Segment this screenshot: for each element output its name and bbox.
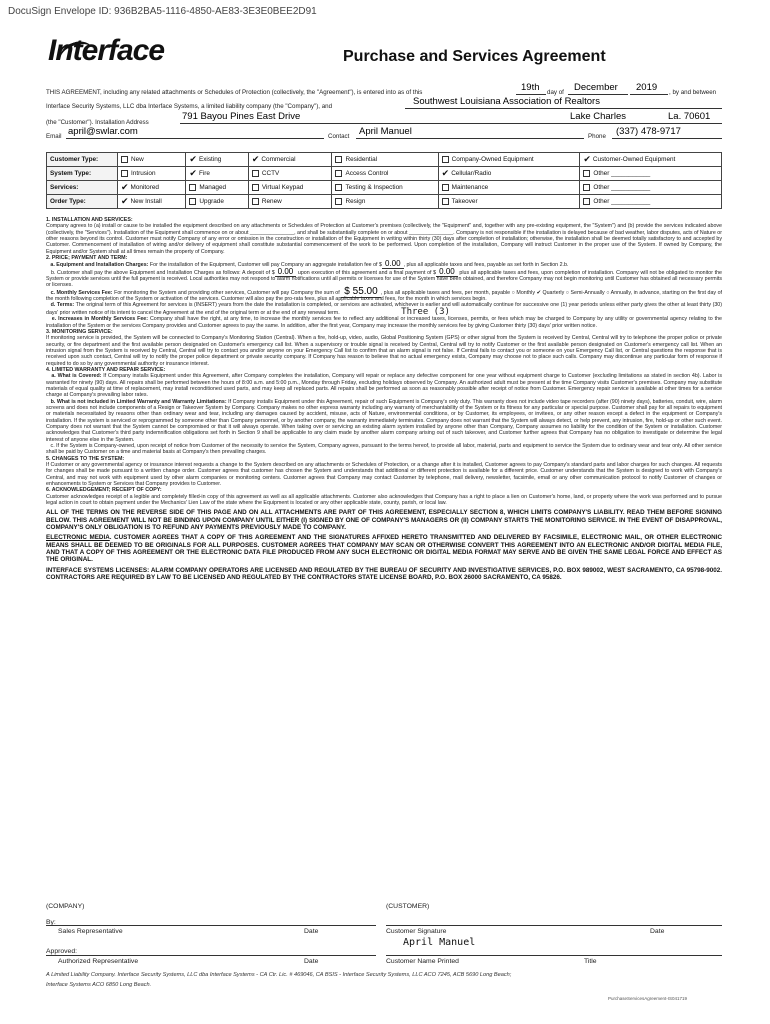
grid-option-label: Renew [261,198,282,206]
grid-option-label: Intrusion [131,170,156,178]
grid-option[interactable] [118,181,186,195]
phone-field[interactable]: (337) 478-9717 [616,126,681,137]
grid-option[interactable] [248,153,332,167]
by-and-between-label: , by and between [669,89,717,96]
section-1-text: Company agrees to (a) install or cause to be installed the equipment described on any attachments or Schedules of Protection at Customer's premises (collectively, the "Equipment" and, together with any pre-existing equipment, the "System") and (b) provide the services indicated above (collectively, the "Services"). Installation of the Equipment shall commence on or about _______________, and shall be substantially complete on or about _______________. Company is not responsible if the installation is delayed because of bad weather, labor disputes, acts of Nature or other reasons beyond its control. Customer must notify Company of any error or omission in the construction or installation of the Equipment in writing within thirty (30) days after completion of installation; otherwise, the installation shall be deemed totally satisfactory to and accepted by Customer. Commencement of installation of wiring and/or delivery of equipment shall constitute substantial commencement of the work to be performed. Upon completion of the installation, Company will instruct Customer in the proper use of the System. If owned by Company, the Equipment and/or System shall at all times remain the property of Company. [46,223,722,255]
agreement-body [46,217,722,581]
section-2a-heading: a. Equipment and Installation Charges: [50,262,149,269]
sales-signature-line[interactable] [46,925,376,926]
grid-option-label: Monitored [130,184,159,192]
contact-label: Contact [328,133,350,140]
grid-option[interactable] [186,153,248,167]
section-2c-text-end: , plus all applicable taxes and fees, per month, payable ○ Monthly ✔ Quarterly ○ Semi-Annually ○ Annually, in advance, starting on the first day of the month following completion of the System or activation of the services. Customer will also pay the pro-rata fees, plus all applicable taxes and fees, for the month in which services begin. [46,289,722,303]
customer-date-label: Date [650,928,665,935]
grid-option[interactable] [248,181,332,195]
section-2c-text: For monitoring the System and providing other services, Customer will pay Company the sum of [114,289,340,296]
grid-option-label: Fire [198,170,210,178]
section-2e-heading: e. Increases in Monthly Services Fee: [51,316,149,323]
checkbox-icon[interactable] [583,170,590,177]
section-2c-heading: c. Monthly Services Fee: [50,289,113,296]
grid-option[interactable] [186,181,248,195]
checkbox-icon[interactable] [583,198,590,205]
checkbox-icon[interactable] [121,170,128,177]
grid-option-label: Virtual Keypad [261,184,304,192]
section-2e-text: Company shall have the right, at any time, to increase the monthly services fee to reflect any additional or increased taxes, licenses, permits, or fees which may be charged to Company by any utility or governmental agency relating to the installation of the System or the services Company provides and Customer agrees to pay the same. In addition, after the first year, Company may increase the monthly services fee by giving Customer thirty (30) days' prior written notice. [46,316,722,329]
section-1-heading: 1. INSTALLATION AND SERVICES: [46,217,133,223]
electronic-media-heading: ELECTRONIC MEDIA [46,534,110,542]
year-field[interactable]: 2019 [636,82,658,93]
checkbox-icon[interactable] [335,170,342,177]
grid-option-label: Residential [345,156,378,164]
grid-option[interactable] [332,195,438,209]
grid-option[interactable] [186,195,248,209]
checkmark-icon[interactable]: ✔ [189,168,197,178]
logo-text: Interface [48,34,165,67]
grid-option[interactable] [580,195,722,209]
contact-underline [356,138,584,139]
section-2d [46,302,722,316]
grid-row [47,167,722,181]
section-2e [46,316,722,329]
state-zip-field[interactable]: La. 70601 [668,111,711,122]
grid-option-label: Existing [198,156,222,164]
grid-option-label: Other ___________ [593,170,651,178]
grid-row [47,195,722,209]
checkbox-icon[interactable] [335,184,342,191]
section-2d-text: The original term of this Agreement for services is (INSERT) years from the date the installation is completed, or services are activated, whichever is earlier and will automatically continue for successive one (1) year periods unless either party gives the other at least thirty (30) days' prior written notice of its intent to cancel the Agreement at the end of the original term or at the end of any renewal term. [46,302,722,316]
checkbox-icon[interactable] [335,156,342,163]
section-4a-heading: a. What is Covered: [51,373,102,380]
phone-underline [612,138,722,139]
checkbox-icon[interactable] [189,184,196,191]
section-4-heading: 4. LIMITED WARRANTY AND REPAIR SERVICE: [46,366,166,373]
customer-label: (CUSTOMER) [386,903,430,910]
section-2d-heading: d. Terms: [50,302,75,309]
customer-name-field[interactable]: Southwest Louisiana Association of Realtors [413,96,600,107]
grid-row [47,153,722,167]
year-underline [630,94,668,95]
grid-option[interactable] [332,153,438,167]
section-6-text: Customer acknowledges receipt of a legible and completely filled-in copy of this agreement as well as all applicable attachments. Customer also acknowledges that Company has a right to place a lien on Customer's home, land, or property where the work was performed and to pursue legal action in court to obtain payment under the Mechanics' Lien Law of the state where the Equipment is located or any other applicable state, county, parish, or local law. [46,493,722,507]
section-2a-text: For the installation of the Equipment, Customer will pay Company an aggregate installation fee of $ [149,262,382,269]
sales-date-label: Date [304,928,319,935]
section-4b-text: If Company installs Equipment under this Agreement, repair of such Equipment is Company's only duty. This warranty does not include video tape recorders (after (90) ninety days), batteries, conduit, wire, alarm screens and does not include components of a Resign or Takeover System by Company. Company makes no other express warranty including any warranty of merchantability of the System or its fitness for any particular or special purpose. Customer shall pay for all repairs to equipment or materials necessitated by reasons other than ordinary wear and tear, including any damages caused by accident, misuse, acts of Nature, environmental conditions, or by Customer, its employees, or invitees, or any other reason except a defect in the equipment or Company's installation. If the system is serviced or reprogrammed by someone other than Company personnel, or by another company, the warranty immediately terminates. Company does not warrant that the System will always detect, or help prevent, any intrusion, fire, hold-up or other such event. Company does not warrant that the System cannot be compromised or that it will always operate. When taking over or servicing an existing alarm system installed by anyone other than Company, Company assumes no liability for the condition of the System or installation. Customer acknowledges that Customer's third party indemnification obligations set forth in Section 9 shall be applicable to any claim made by another alarm company arising out of such takeover, and Customer further agrees that Company has no obligation to investigate or determine the legal interest of anyone else in the System. [46,398,723,443]
section-2a-text-end: , plus all applicable taxes and fees, payable as set forth in Section 2.b. [403,262,569,269]
footer-license [46,970,511,990]
grid-option-label: Access Control [345,170,389,178]
terms-notice: ALL OF THE TERMS ON THE REVERSE SIDE OF THIS PAGE AND ON ALL ATTACHMENTS ARE PART OF THIS AGREEMENT, ESPECIALLY SECTION 8, WHICH LIMITS COMPANY'S LIABILITY. READ THEM BEFORE SIGNING BELOW. THIS AGREEMENT WILL NOT BE BINDING UPON COMPANY UNTIL EITHER (I) SIGNED BY ONE OF COMPANY'S MANAGERS OR (II) COMPANY STARTS THE MONITORING SERVICE. IN THE EVENT OF DISAPPROVAL, COMPANY'S ONLY OBLIGATION IS TO REFUND ANY PAYMENTS PREVIOUSLY MADE TO COMPANY. [46,509,722,532]
grid-option[interactable] [118,167,186,181]
grid-row [47,181,722,195]
section-4c-text: c. If the System is Company-owned, upon receipt of notice from Customer of the necessity to service the System, Company agrees, pursuant to the terms hereof, to provide all labor, material, parts and equipment to service the System due to ordinary wear and tear only. All other service shall be paid by Customer on a time and material basis at Company's then prevailing charges. [46,443,722,456]
final-payment-field[interactable]: 0.00 [436,267,458,277]
form-number: PurchaseServicesAgreement-IS041719 [608,996,688,1001]
email-underline [66,138,324,139]
electronic-media-text: . CUSTOMER AGREES THAT A COPY OF THIS AGREEMENT AND THE SIGNATURES AFFIXED HERETO TRANSMITTED AND DELIVERED BY FACSIMILE, ELECTRONIC MAIL, OR OTHER ELECTRONIC MEANS SHALL BE DEEMED TO BE ORIGINALS FOR ALL PURPOSES. CUSTOMER AGREES THAT COMPANY MAY SCAN OR OTHERWISE CONVERT THIS AGREEMENT INTO AN ELECTRONIC AND/OR DIGITAL MEDIA FILE, AND THAT A COPY OF THIS AGREEMENT OR THE ELECTRONIC DATA FILE PRODUCED FROM ANY SUCH ELECTRONIC OR DIGITAL MEDIA FORMAT MAY SERVE AND BE GIVEN THE SAME LEGAL FORCE AND EFFECT AS THE ORIGINAL. [46,534,722,564]
checkmark-icon[interactable]: ✔ [441,168,450,178]
approved-date-label: Date [304,958,319,965]
section-5-heading: 5. CHANGES TO THE SYSTEM: [46,455,125,462]
address-underline [180,123,722,124]
grid-option-label: CCTV [261,170,280,178]
grid-option-label: New [131,156,144,164]
grid-option[interactable] [248,195,332,209]
checkbox-icon[interactable] [252,184,259,191]
section-2b-text-end: plus all applicable taxes and fees, upon completion of installation. Company will not be obligated to monitor the System or provide services until the full payment is received. Local authorities may not respond to alarm notifications until all permits or licenses for use of the System have been obtained, and therefore Company may not begin monitoring until Customer has obtained all necessary permits or licenses. [46,269,723,289]
section-4b [46,399,722,443]
checkmark-icon[interactable]: ✔ [121,196,129,206]
email-label: Email [46,133,62,140]
grid-row-label: Services: [47,181,118,195]
checkbox-icon[interactable] [442,184,449,191]
day-of-label: day of [547,89,564,96]
checkbox-icon[interactable] [442,198,449,205]
grid-option[interactable] [438,153,580,167]
grid-option-label: Company-Owned Equipment [451,156,534,164]
envelope-id: DocuSign Envelope ID: 936B2BA5-1116-4850-AE83-3E3E0BEE2D91 [8,6,317,17]
by-label: By: [46,919,56,926]
grid-option-label: Customer-Owned Equipment [592,156,676,164]
deposit-field[interactable]: 0.00 [275,267,297,277]
header-line3: (the "Customer"). Installation Address [46,119,149,126]
customer-title-label: Title [584,958,597,965]
contact-field[interactable]: April Manuel [359,126,412,137]
day-field[interactable]: 19th [521,82,540,93]
customer-signature-line[interactable] [386,925,722,926]
section-3-heading: 3. MONITORING SERVICE: [46,328,113,335]
company-logo [48,34,164,68]
checkmark-icon[interactable]: ✔ [251,154,260,164]
grid-option[interactable] [248,167,332,181]
grid-option[interactable] [580,181,722,195]
approved-label: Approved: [46,948,77,955]
section-5 [46,456,722,488]
section-2b-text: b. Customer shall pay the above Equipment and Installation Charges as follows: A deposit of $ [50,269,275,276]
checkbox-icon[interactable] [252,198,259,205]
address-field[interactable]: 791 Bayou Pines East Drive [182,111,301,122]
grid-option[interactable] [438,167,580,181]
grid-option[interactable] [118,153,186,167]
footer-line-2: Interface Systems ACO 6850 Long Beach. [46,982,152,988]
grid-option[interactable] [332,181,438,195]
section-4a-text: If Company installs Equipment under this Agreement, after Company completes the installation, Company will repair or replace any defective component for one year without equipment charge to Customer (excluding limitations as stated in section 4b). Labor is warranted for ninety (90) days. All repairs shall be performed between the hours of 8:00 a.m. and 5:00 p.m., Monday through Friday, excluding holidays observed by Company. An authorized adult must be present at the time Company visits Customer's premises. Company may substitute materials of equal quality at time of replacement, may install reconditioned used parts, and may keep all replaced parts. All repairs shall be performed as soon as reasonably possible after receipt of notice from Customer. Emergency repair service is available at other times for a service charge at Company's prevailing labor rates. [46,373,722,399]
grid-option-label: Managed [199,184,227,192]
grid-option-label: Maintenance [451,184,489,192]
checkbox-icon[interactable] [121,156,128,163]
grid-option-label: Commercial [261,156,296,164]
options-grid [46,152,722,209]
section-2c [46,285,722,303]
phone-label: Phone [588,133,606,140]
approved-signature-line[interactable] [46,955,376,956]
monthly-fee-field[interactable]: $ 55.00 [341,286,380,298]
customer-name-underline [405,108,722,109]
checkmark-icon[interactable]: ✔ [189,154,197,164]
grid-option[interactable] [332,167,438,181]
section-2a [46,261,722,268]
grid-option[interactable] [438,181,580,195]
city-field[interactable]: Lake Charles [570,111,626,122]
grid-row-label: System Type: [47,167,118,181]
section-2b-mid: upon execution of this agreement and a final payment of $ [297,269,437,276]
grid-option[interactable] [580,167,722,181]
header-line2: Interface Security Systems, LLC dba Interface Systems, a limited liability company (the "Company"), and [46,103,333,110]
checkmark-icon[interactable]: ✔ [583,154,591,164]
licenses-notice: INTERFACE SYSTEMS LICENSES: ALARM COMPANY OPERATORS ARE LICENSED AND REGULATED BY THE BUREAU OF SECURITY AND INVESTIGATIVE SERVICES, P.O. BOX 989002, WEST SACRAMENTO, CA 95798-9002. CONTRACTORS ARE REQUIRED BY LAW TO BE LICENSED AND REGULATED BY THE CONTRACTORS STATE LICENSE BOARD, P.O. BOX 26000 SACRAMENTO, CA 95826. [46,566,722,581]
checkmark-icon[interactable]: ✔ [121,182,129,192]
grid-row-label: Customer Type: [47,153,118,167]
section-3-text: If monitoring service is provided, the System will be connected to Company's Monitoring Station (Central). When a fire, hold-up, video, audio, Global Positioning System (GPS) or other signal from the System is received by Central, Central will try to telephone the proper police or private security, or fire department and the first available person designated on Customer's emergency call list. When a supervisory or trouble signal is received by Central, Central will try to notify Customer or the first available person designated on Customer's emergency call list. When an intrusion signal from the System is received by Central, Central will try to contact you and/or anyone on your Emergency Call list to confirm that an alarm signal is not false. If Central fails to contact you or someone on your Emergency Call list, or Central questions the response that is received upon such contact, Central will try to notify the proper police department or private security company. If Company has reason to believe that no actual emergency exists, Company may choose not to place such calls. Company may discontinue any particular form of response if required to do so by any governmental authority or insurance interest. [46,335,722,367]
section-6-heading: 6. ACKNOWLEDGEMENT; RECEIPT OF COPY: [46,487,162,494]
grid-option-label: Cellular/Radio [451,170,492,178]
month-field[interactable]: December [574,82,618,93]
grid-option-label: Resign [345,198,366,206]
grid-option-label: New Install [130,198,162,206]
checkbox-icon[interactable] [583,184,590,191]
checkbox-icon[interactable] [252,170,259,177]
grid-row-label: Order Type: [47,195,118,209]
authorized-rep-label: Authorized Representative [58,958,139,965]
grid-option-label: Other ___________ [593,198,651,206]
section-1 [46,217,722,255]
grid-option[interactable] [580,153,722,167]
month-underline [568,94,628,95]
section-4a [46,373,722,398]
customer-name-line[interactable] [386,955,722,956]
section-5-text: If Customer or any governmental agency or insurance interest requests a change to the System described on any attachments or Schedules of Protection, or a change after it is installed, Customer agrees to pay Company's standard parts and labor charges for such changes. All requests for changes shall be made pursuant to a written change order. Customer agrees that customer has chosen the System and understands that additional or different protection is available for a different price. Customer understands that the System is designed to work with Company's Central, and may not work with equipment used by other alarm companies or monitoring centers. Customer agrees that Company may contact Customer by telephone, mail delivery, newsletter, facsimile, email or any other communication protocol to notify Customer of changes or enhancements to System or Services that Company provides to Customer. [46,462,722,488]
day-underline [516,94,546,95]
email-field[interactable]: april@swlar.com [68,126,138,137]
section-2-heading: 2. PRICE; PAYMENT AND TERM: [46,255,128,262]
grid-option[interactable] [118,195,186,209]
grid-option[interactable] [186,167,248,181]
section-4b-heading: b. What is not included in Limited Warranty and Warranty Limitations: [50,398,227,405]
customer-name-printed-label: Customer Name Printed [386,958,459,965]
sales-rep-label: Sales Representative [58,928,123,935]
grid-option-label: Testing & Inspection [345,184,403,192]
grid-option-label: Takeover [451,198,478,206]
checkbox-icon[interactable] [335,198,342,205]
section-3 [46,329,722,367]
footer-line-1: A Limited Liability Company. Interface Security Systems, LLC dba Interface Systems - CA Ctr. Lic. # 469046, CA BSIS - Interface Security Systems, LLC ACO 7245, ACB 5690 Long Beach; [46,972,512,978]
section-4c [46,443,722,456]
header-line1: THIS AGREEMENT, including any related attachments or Schedules of Protection (collectively, the "Agreement"), is entered into as of this [46,89,423,96]
section-2b [46,266,723,289]
grid-option-label: Upgrade [199,198,224,206]
term-years-field[interactable]: Three (3) [401,306,450,317]
equipment-fee-field[interactable]: 0.00 [382,259,404,269]
page-title: Purchase and Services Agreement [343,48,606,65]
company-label: (COMPANY) [46,903,85,910]
grid-option-label: Other ___________ [593,184,651,192]
customer-printed-name[interactable]: April Manuel [403,937,476,948]
checkbox-icon[interactable] [189,198,196,205]
grid-option[interactable] [438,195,580,209]
electronic-media-notice [46,534,722,563]
customer-signature-label: Customer Signature [386,928,447,935]
section-6 [46,487,722,506]
checkbox-icon[interactable] [442,156,449,163]
